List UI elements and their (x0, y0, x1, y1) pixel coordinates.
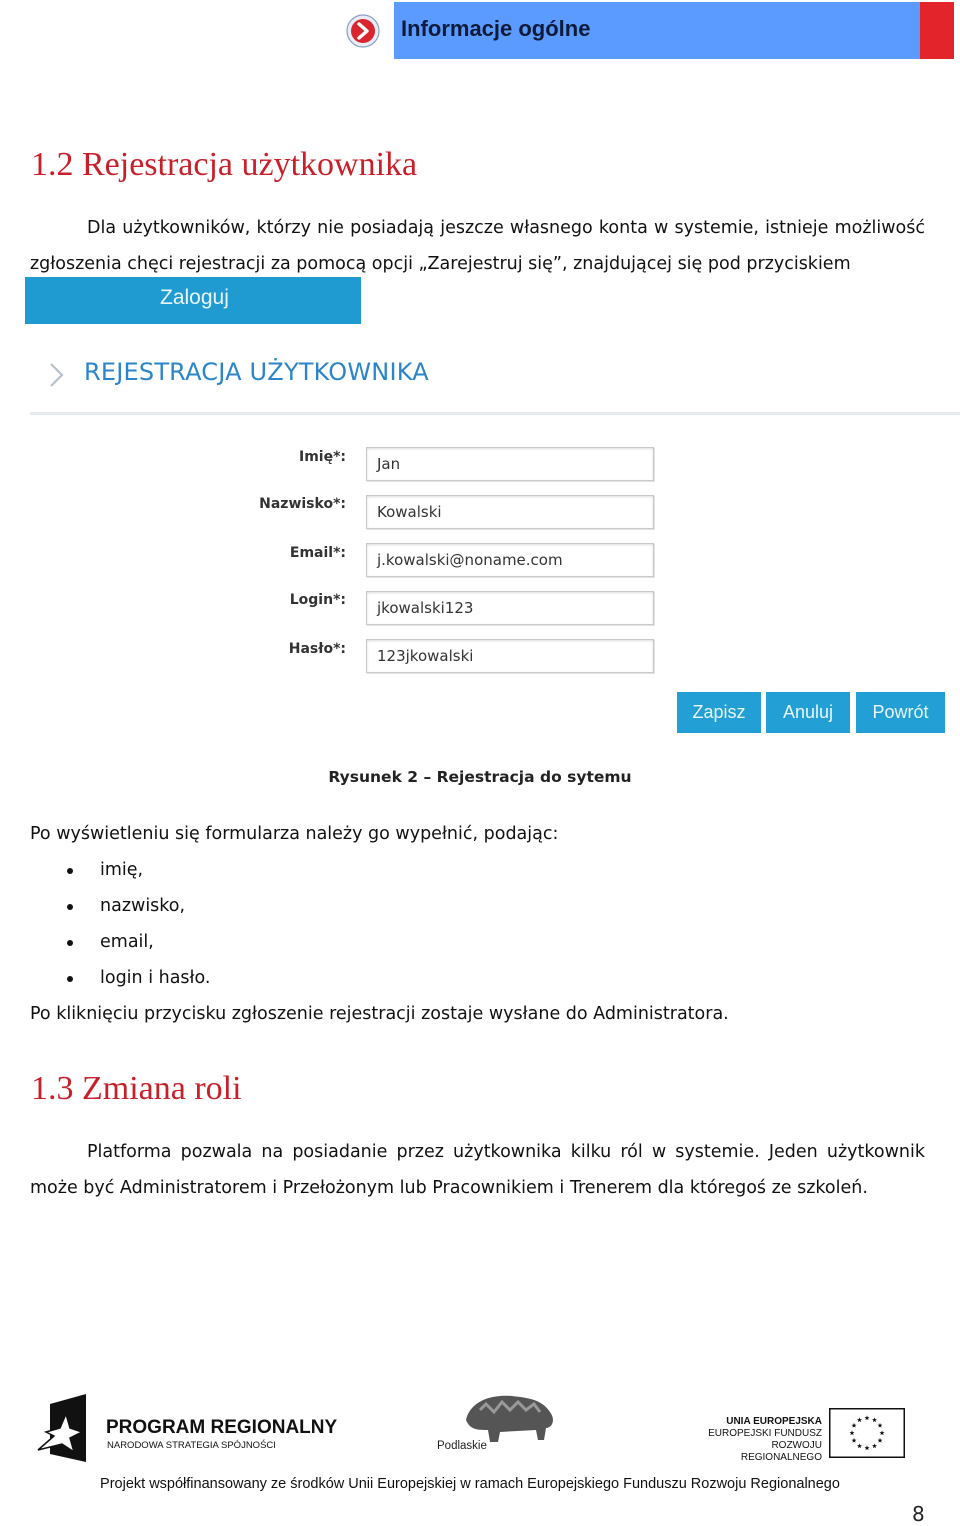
form-lead-text: Po wyświetleniu się formularza należy go wypełnić, podając: (30, 824, 559, 844)
login-field[interactable] (366, 591, 654, 625)
password-field[interactable] (366, 639, 654, 673)
eu-logo-text (690, 1416, 822, 1464)
email-value: j.kowalski@noname.com (377, 551, 563, 569)
page-number: 8 (912, 1502, 925, 1526)
login-value: jkowalski123 (377, 599, 474, 617)
list-item: email, (0, 924, 600, 960)
eu-line-1: UNIA EUROPEJSKA (726, 1416, 822, 1427)
last-name-value: Kowalski (377, 503, 442, 521)
back-button[interactable]: Powrót (856, 692, 945, 733)
label-first-name: Imię*: (298, 449, 346, 465)
section-title: Rejestracja użytkownika (82, 146, 418, 183)
eu-flag-icon (829, 1408, 905, 1458)
section-heading-1-3 (31, 1070, 242, 1108)
login-button-label: Zaloguj (160, 286, 229, 309)
list-item: imię, (0, 852, 600, 888)
section-number: 1.3 (31, 1070, 74, 1107)
password-value: 123jkowalski (377, 647, 474, 665)
last-name-field[interactable] (366, 495, 654, 529)
divider (30, 412, 960, 415)
role-line-1: Platforma pozwala na posiadanie przez użytkownika kilku ról w systemie. Jeden użytkownik (87, 1142, 925, 1162)
podlaskie-label: Podlaskie (437, 1440, 487, 1452)
section-title: Zmiana roli (82, 1070, 242, 1107)
label-last-name: Nazwisko*: (259, 496, 346, 512)
save-button[interactable]: Zapisz (677, 692, 761, 733)
login-button[interactable] (25, 277, 361, 324)
section-number: 1.2 (31, 146, 74, 183)
header-accent (920, 2, 954, 59)
chevron-right-circle-icon (346, 14, 380, 48)
intro-line-1: Dla użytkowników, którzy nie posiadają jeszcze własnego konta w systemie, istnieje możliwość (87, 218, 925, 238)
first-name-field[interactable] (366, 447, 654, 481)
bison-logo-icon (460, 1390, 558, 1442)
first-name-value: Jan (377, 455, 401, 473)
program-logo-line-2: NARODOWA STRATEGIA SPÓJNOŚCI (107, 1440, 276, 1451)
section-heading-1-2 (31, 146, 417, 184)
figure-caption: Rysunek 2 – Rejestracja do sytemu (328, 768, 632, 786)
program-logo-line-1: PROGRAM REGIONALNY (106, 1417, 338, 1438)
role-line-2: może być Administratorem i Przełożonym lub Pracownikiem i Trenerem dla któregoś ze szkoleń. (30, 1178, 868, 1198)
list-item: login i hasło. (0, 960, 600, 996)
intro-line-2: zgłoszenia chęci rejestracji za pomocą opcji „Zarejestruj się”, znajdującej się pod przyciskiem (30, 254, 851, 274)
cancel-button[interactable]: Anuluj (766, 692, 850, 733)
closing-text: Po kliknięciu przycisku zgłoszenie rejestracji zostaje wysłane do Administratora. (30, 1004, 729, 1024)
registration-heading: REJESTRACJA UŻYTKOWNIKA (84, 358, 429, 386)
label-password: Hasło*: (288, 641, 346, 657)
email-field[interactable] (366, 543, 654, 577)
program-regionalny-logo-icon (36, 1392, 92, 1464)
header-title: Informacje ogólne (401, 16, 591, 41)
list-item: nazwisko, (0, 888, 600, 924)
cofinanced-text: Projekt współfinansowany ze środków Unii Europejskiej w ramach Europejskiego Funduszu Rozwoju Regionalnego (100, 1476, 840, 1492)
eu-line-2: EUROPEJSKI FUNDUSZ (708, 1428, 822, 1439)
field-list (0, 852, 600, 996)
label-email: Email*: (289, 545, 346, 561)
eu-line-3: ROZWOJU REGIONALNEGO (740, 1440, 822, 1463)
chevron-right-icon (46, 360, 68, 390)
label-login: Login*: (289, 592, 346, 608)
